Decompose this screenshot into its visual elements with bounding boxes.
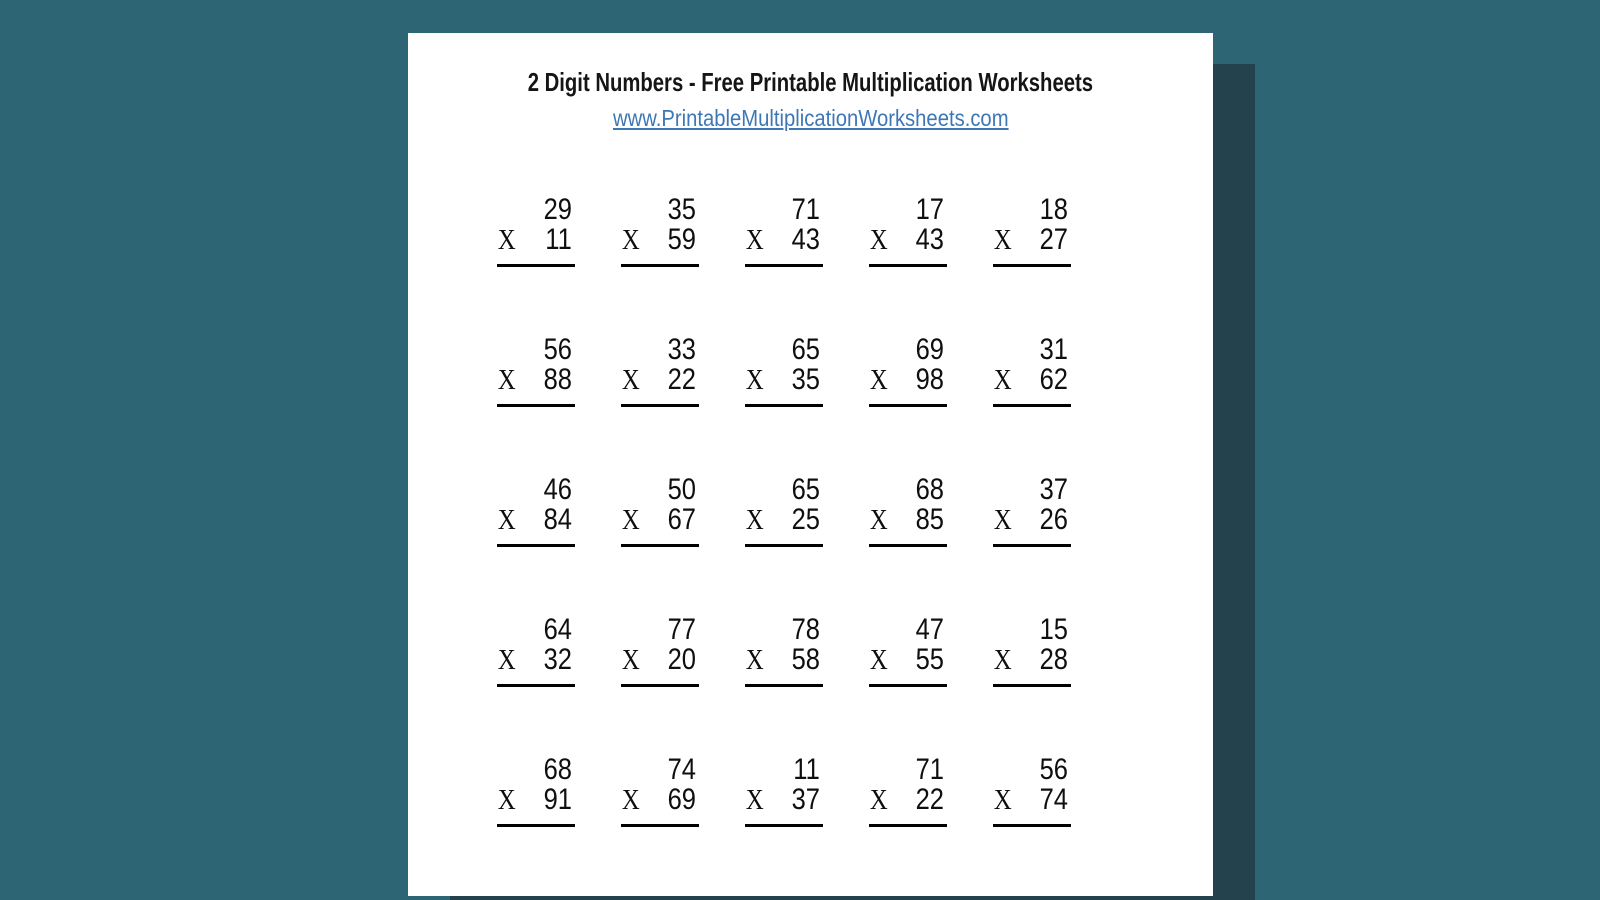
website-link[interactable]: www.PrintableMultiplicationWorksheets.com	[612, 105, 1009, 131]
multiplier: 91	[543, 783, 572, 816]
multiplier: 62	[1039, 363, 1068, 396]
multiplication-problem	[745, 755, 823, 827]
multiplicand: 15	[1039, 613, 1068, 646]
problem-cell	[993, 475, 1071, 547]
multiplication-problem	[621, 615, 699, 687]
multiplication-problem	[621, 755, 699, 827]
multiplier: 43	[791, 223, 820, 256]
multiplier: 37	[791, 783, 820, 816]
worksheet-page	[408, 33, 1213, 896]
multiplier: 84	[543, 503, 572, 536]
multiply-operator-x: X	[621, 504, 640, 536]
problem-cell	[497, 615, 575, 687]
multiply-operator-x: X	[993, 784, 1012, 816]
multiply-operator-x: X	[993, 644, 1012, 676]
multiplication-problem	[497, 195, 575, 267]
multiplication-problem	[621, 195, 699, 267]
problem-cell	[497, 475, 575, 547]
multiplicand: 64	[543, 613, 572, 646]
multiplicand: 78	[791, 613, 820, 646]
problem-cell	[993, 615, 1071, 687]
multiplier: 26	[1039, 503, 1068, 536]
multiplicand: 68	[543, 753, 572, 786]
multiplication-problem	[869, 195, 947, 267]
multiplier: 67	[667, 503, 696, 536]
multiply-operator-x: X	[745, 504, 764, 536]
multiply-operator-x: X	[869, 504, 888, 536]
multiply-operator-x: X	[869, 784, 888, 816]
multiply-operator-x: X	[745, 784, 764, 816]
problem-cell	[993, 755, 1071, 827]
problem-cell	[497, 195, 575, 267]
multiplication-problem	[745, 195, 823, 267]
multiplication-problem	[869, 475, 947, 547]
problem-cell	[497, 335, 575, 407]
multiplication-problem	[745, 475, 823, 547]
website-link-row	[408, 103, 1213, 133]
multiply-operator-x: X	[497, 784, 516, 816]
multiplication-problem	[621, 475, 699, 547]
multiplier: 28	[1039, 643, 1068, 676]
multiplier: 11	[545, 223, 572, 256]
problem-cell	[993, 335, 1071, 407]
multiplicand: 71	[791, 193, 820, 226]
multiply-operator-x: X	[869, 224, 888, 256]
problem-cell	[497, 755, 575, 827]
multiplier: 20	[667, 643, 696, 676]
problem-cell	[993, 195, 1071, 267]
multiplication-problem	[869, 335, 947, 407]
multiply-operator-x: X	[869, 364, 888, 396]
problem-cell	[745, 615, 823, 687]
multiplicand: 74	[667, 753, 696, 786]
multiply-operator-x: X	[745, 364, 764, 396]
multiply-operator-x: X	[993, 224, 1012, 256]
multiply-operator-x: X	[497, 224, 516, 256]
problem-cell	[621, 755, 699, 827]
multiplier: 58	[791, 643, 820, 676]
multiplication-problem	[497, 475, 575, 547]
page-title-text: 2 Digit Numbers - Free Printable Multiplication Worksheets	[527, 67, 1094, 97]
problem-cell	[621, 475, 699, 547]
multiplication-problem	[497, 755, 575, 827]
multiplication-problem	[993, 615, 1071, 687]
problem-cell	[745, 335, 823, 407]
multiplier: 59	[667, 223, 696, 256]
multiplicand: 17	[915, 193, 944, 226]
multiplication-problem	[993, 335, 1071, 407]
multiplier: 25	[791, 503, 820, 536]
multiplicand: 65	[791, 473, 820, 506]
multiplication-problem	[869, 755, 947, 827]
multiply-operator-x: X	[745, 644, 764, 676]
multiply-operator-x: X	[869, 644, 888, 676]
problem-cell	[745, 755, 823, 827]
problem-cell	[869, 195, 947, 267]
multiplier: 85	[915, 503, 944, 536]
multiply-operator-x: X	[621, 224, 640, 256]
multiplication-problem	[993, 755, 1071, 827]
multiplicand: 29	[543, 193, 572, 226]
multiplier: 98	[915, 363, 944, 396]
multiplicand: 18	[1039, 193, 1068, 226]
multiplicand: 33	[667, 333, 696, 366]
multiplication-problem	[993, 195, 1071, 267]
problem-cell	[745, 475, 823, 547]
multiplier: 74	[1039, 783, 1068, 816]
multiplicand: 37	[1039, 473, 1068, 506]
multiplicand: 77	[667, 613, 696, 646]
problem-cell	[869, 755, 947, 827]
multiplicand: 68	[915, 473, 944, 506]
multiplicand: 50	[667, 473, 696, 506]
multiplication-problem	[621, 335, 699, 407]
problem-cell	[869, 615, 947, 687]
problem-cell	[621, 335, 699, 407]
problem-cell	[869, 475, 947, 547]
multiplication-problem	[745, 615, 823, 687]
multiplicand: 65	[791, 333, 820, 366]
multiplier: 27	[1039, 223, 1068, 256]
multiplier: 43	[915, 223, 944, 256]
multiplier: 69	[667, 783, 696, 816]
multiplier: 32	[543, 643, 572, 676]
multiplicand: 56	[543, 333, 572, 366]
multiplicand: 56	[1039, 753, 1068, 786]
problem-cell	[745, 195, 823, 267]
multiply-operator-x: X	[745, 224, 764, 256]
multiply-operator-x: X	[497, 504, 516, 536]
multiply-operator-x: X	[993, 364, 1012, 396]
problems-grid	[474, 195, 1213, 827]
multiply-operator-x: X	[497, 364, 516, 396]
problem-cell	[869, 335, 947, 407]
multiplication-problem	[497, 335, 575, 407]
multiplicand: 69	[915, 333, 944, 366]
multiplier: 35	[791, 363, 820, 396]
multiply-operator-x: X	[621, 644, 640, 676]
multiplication-problem	[993, 475, 1071, 547]
page-title	[408, 66, 1213, 98]
multiplicand: 46	[543, 473, 572, 506]
multiply-operator-x: X	[497, 644, 516, 676]
multiplier: 55	[915, 643, 944, 676]
multiplication-problem	[745, 335, 823, 407]
multiplicand: 11	[793, 753, 820, 786]
multiplication-problem	[497, 615, 575, 687]
multiplication-problem	[869, 615, 947, 687]
problem-cell	[621, 195, 699, 267]
multiply-operator-x: X	[621, 364, 640, 396]
multiplier: 22	[667, 363, 696, 396]
multiplier: 22	[915, 783, 944, 816]
multiplicand: 71	[915, 753, 944, 786]
multiply-operator-x: X	[621, 784, 640, 816]
multiplicand: 47	[915, 613, 944, 646]
multiplier: 88	[543, 363, 572, 396]
multiplicand: 35	[667, 193, 696, 226]
problem-cell	[621, 615, 699, 687]
multiplicand: 31	[1039, 333, 1068, 366]
multiply-operator-x: X	[993, 504, 1012, 536]
